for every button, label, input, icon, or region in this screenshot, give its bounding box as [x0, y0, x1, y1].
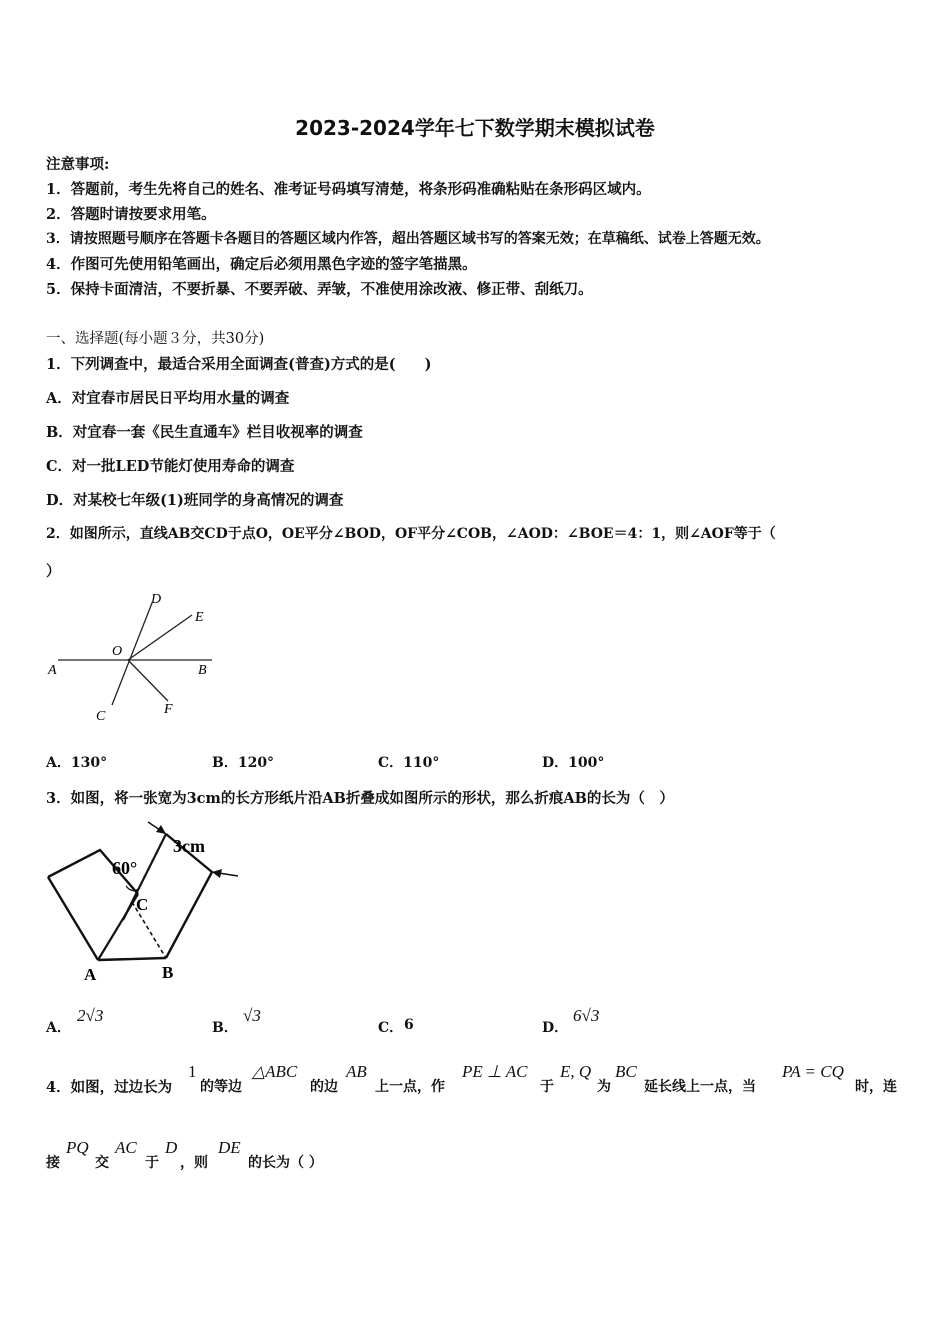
question-4-text: 的边	[310, 1079, 338, 1095]
question-4-math: PA = CQ	[782, 1062, 844, 1081]
question-4-math: △ABC	[252, 1062, 298, 1081]
question-3-option-a-letter: A．	[46, 1020, 71, 1036]
label-o: O	[112, 644, 123, 659]
question-3-stem: 3．如图，将一张宽为3cm的长方形纸片沿AB折叠成如图所示的形状，那么折痕AB的长为（ ）	[46, 790, 674, 807]
question-3-option-c-value: 6	[404, 1017, 414, 1033]
label-e: E	[195, 610, 204, 625]
fold-line-ab	[98, 958, 166, 960]
ray-oe	[128, 615, 192, 660]
label-b: B	[198, 663, 207, 678]
question-1-stem: 1．下列调查中，最适合采用全面调查(普查)方式的是( )	[46, 356, 432, 373]
question-4-text: 于	[145, 1155, 159, 1171]
notice-item: 4．作图可先使用铅笔画出，确定后必须用黑色字迹的签字笔描黑。	[46, 256, 477, 273]
question-4-text: 4．如图，过边长为	[46, 1079, 173, 1096]
width-arrowhead-right	[212, 869, 222, 878]
label-c: C	[136, 895, 149, 914]
question-3-figure	[40, 812, 250, 984]
notice-item: 2．答题时请按要求用笔。	[46, 206, 216, 223]
question-2-stem: 2．如图所示，直线AB交CD于点O，OE平分∠BOD，OF平分∠COB，∠AOD：∠BOE＝4：1，则∠AOF等于（	[46, 526, 776, 542]
label-a: A	[84, 965, 97, 984]
question-4-text: 于	[540, 1079, 554, 1095]
question-4-text: 接	[46, 1155, 60, 1171]
question-2-stem-end: ）	[46, 563, 61, 580]
question-4-text: 交	[95, 1155, 109, 1171]
question-4-text: 延长线上一点，当	[644, 1079, 756, 1095]
notice-item: 1．答题前，考生先将自己的姓名、准考证号码填写清楚，将条形码准确粘贴在条形码区域内。	[46, 181, 651, 198]
label-3cm: 3cm	[173, 836, 205, 856]
question-2-option-c: C．110°	[378, 755, 440, 771]
left-strip-outer-edge	[48, 877, 98, 960]
question-3-option-b-letter: B．	[212, 1020, 238, 1036]
question-1-option-b: B．对宜春一套《民生直通车》栏目收视率的调查	[46, 424, 363, 441]
question-4-text: ，则	[180, 1155, 208, 1171]
question-4-math: PQ	[66, 1138, 89, 1157]
label-b: B	[162, 963, 174, 982]
label-a: A	[48, 663, 57, 678]
label-d: D	[151, 592, 162, 607]
question-4-math: 1	[188, 1062, 197, 1081]
question-1-option-c: C．对一批LED节能灯使用寿命的调查	[46, 458, 295, 475]
notice-item: 5．保持卡面清洁，不要折暴、不要弄破、弄皱，不准使用涂改液、修正带、刮纸刀。	[46, 281, 593, 298]
question-4-math: DE	[218, 1138, 241, 1157]
question-4-math: AB	[346, 1062, 367, 1081]
question-4-text: 时，连	[855, 1079, 897, 1095]
question-3-option-c-letter: C．	[378, 1020, 404, 1036]
question-2-option-d: D．100°	[542, 755, 605, 771]
section-heading: 一、选择题(每小题３分，共30分)	[46, 331, 265, 347]
question-3-option-b-value: √3	[243, 1006, 261, 1025]
ray-of	[128, 660, 168, 701]
label-c: C	[96, 709, 106, 724]
question-4-math: BC	[615, 1062, 637, 1081]
question-3-option-d-letter: D．	[542, 1020, 569, 1036]
question-4-math: D	[165, 1138, 178, 1157]
page-title: 2023-2024学年七下数学期末模拟试卷	[295, 116, 655, 140]
question-4-math: AC	[115, 1138, 137, 1157]
notice-heading: 注意事项:	[46, 156, 110, 173]
question-1-option-d: D．对某校七年级(1)班同学的身高情况的调查	[46, 492, 344, 509]
question-3-option-a-value: 2√3	[77, 1006, 104, 1025]
question-2-option-a: A．130°	[46, 755, 108, 771]
question-4-text: 为	[597, 1079, 611, 1095]
question-4-math: PE ⊥ AC	[462, 1062, 528, 1081]
question-4-text: 的等边	[200, 1079, 242, 1095]
question-2-option-b: B．120°	[212, 755, 275, 771]
question-3-option-d-value: 6√3	[573, 1006, 600, 1025]
question-4-text: 上一点，作	[375, 1079, 445, 1095]
label-60: 60°	[112, 858, 138, 878]
question-1-option-a: A．对宜春市居民日平均用水量的调查	[46, 390, 290, 407]
question-4-text: 的长为（ ）	[248, 1155, 323, 1171]
question-4-math: E, Q	[560, 1062, 592, 1081]
notice-item: 3．请按照题号顺序在答题卡各题目的答题区域内作答，超出答题区域书写的答案无效；在草稿纸、试卷上答题无效。	[46, 231, 770, 247]
width-arrowhead-left	[156, 825, 166, 834]
label-f: F	[164, 702, 173, 717]
question-2-figure	[40, 585, 230, 730]
